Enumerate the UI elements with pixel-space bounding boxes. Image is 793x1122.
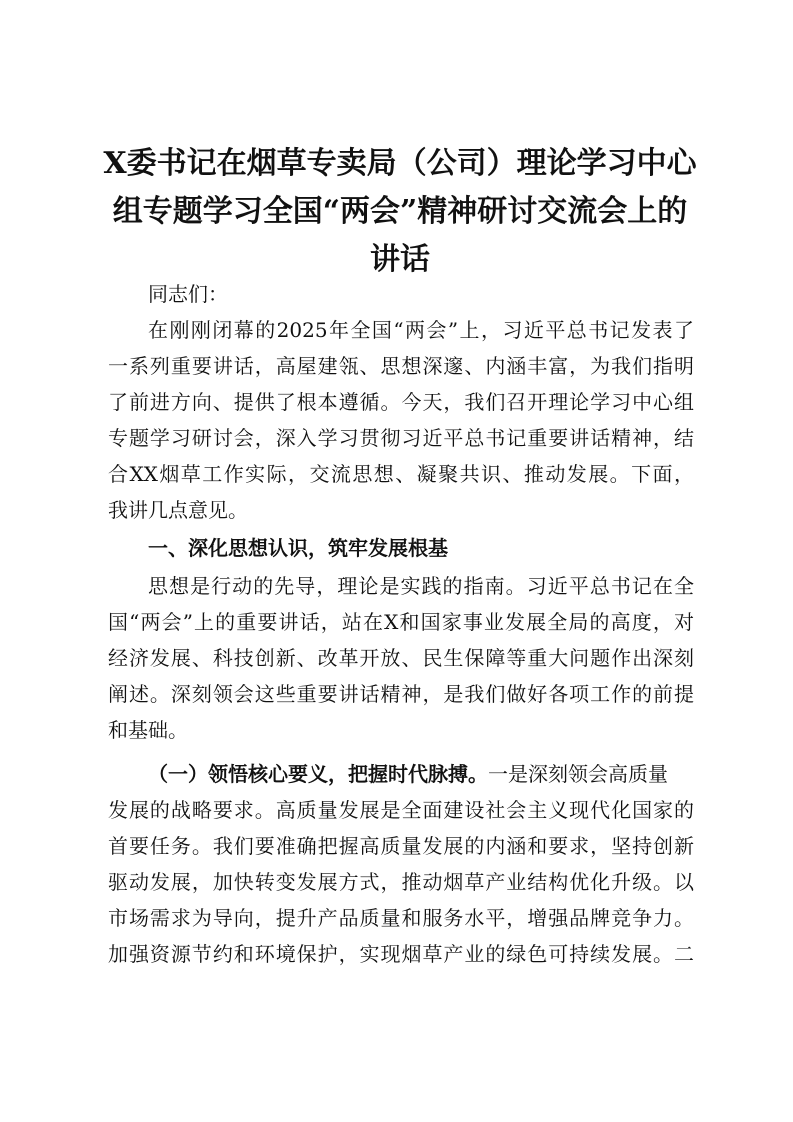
title-line-1: X委书记在烟草专卖局（公司）理论学习中心: [103, 146, 697, 181]
section-1-line-4: 阐述。深刻领会这些重要讲话精神，是我们做好各项工作的前提: [108, 682, 694, 706]
subsection-1-line-2: 发展的战略要求。高质量发展是全面建设社会主义现代化国家的: [108, 798, 694, 822]
subsection-1-line-4: 驱动发展，加快转变发展方式，推动烟草产业结构优化升级。以: [108, 870, 694, 894]
section-1-line-2: 国“两会”上的重要讲话，站在X和国家事业发展全局的高度，对: [108, 610, 694, 634]
section-1-line-1: 思想是行动的先导，理论是实践的指南。习近平总书记在全: [148, 574, 694, 598]
intro-line-6: 我讲几点意见。: [108, 498, 248, 522]
section-1-heading: 一、深化思想认识，筑牢发展根基: [148, 536, 448, 560]
subsection-1-line-3: 首要任务。我们要准确把握高质量发展的内涵和要求，坚持创新: [108, 834, 694, 858]
intro-line-1: 在刚刚闭幕的2025年全国“两会”上，习近平总书记发表了: [148, 318, 694, 342]
subsection-1-first-line-rest: 一是深刻领会高质量: [488, 762, 668, 786]
section-1-line-5: 和基础。: [108, 718, 188, 742]
intro-line-2: 一系列重要讲话，高屋建瓴、思想深邃、内涵丰富，为我们指明: [108, 354, 694, 378]
salutation: 同志们：: [148, 282, 228, 306]
intro-line-3: 了前进方向、提供了根本遵循。今天，我们召开理论学习中心组: [108, 390, 694, 414]
subsection-1-first-line: [148, 756, 694, 792]
subsection-1-line-6: 加强资源节约和环境保护，实现烟草产业的绿色可持续发展。二: [108, 942, 694, 966]
subsection-1-line-5: 市场需求为导向，提升产品质量和服务水平，增强品牌竞争力。: [108, 906, 694, 930]
section-1-line-3: 经济发展、科技创新、改革开放、民生保障等重大问题作出深刻: [108, 646, 694, 670]
document-title: [100, 140, 700, 284]
subsection-1-heading: （一）领悟核心要义，把握时代脉搏。: [148, 762, 488, 786]
title-line-2: 组专题学习全国“两会”精神研讨交流会上的: [112, 194, 688, 229]
intro-line-4: 专题学习研讨会，深入学习贯彻习近平总书记重要讲话精神，结: [108, 426, 694, 450]
intro-line-5: 合XX烟草工作实际，交流思想、凝聚共识、推动发展。下面，: [108, 462, 694, 486]
title-line-3: 讲话: [370, 242, 430, 277]
